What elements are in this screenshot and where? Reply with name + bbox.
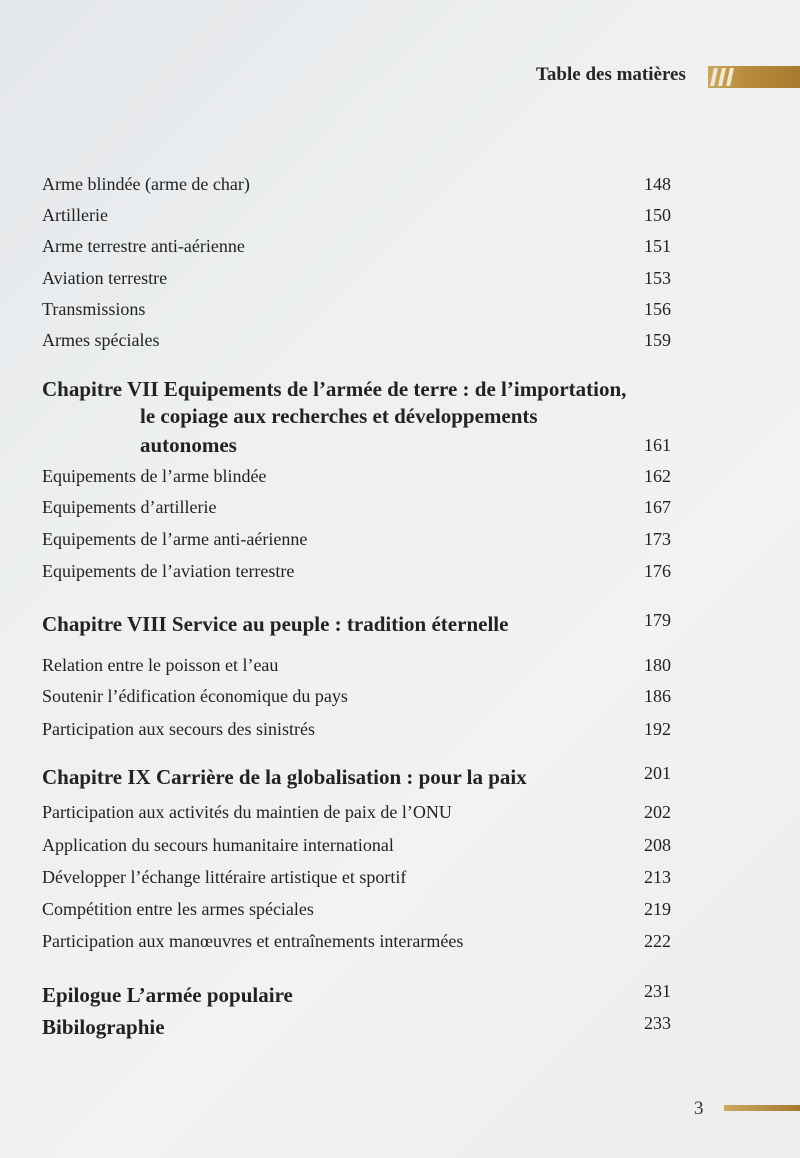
toc-entry-page: 213 — [644, 867, 671, 887]
toc-entry-title: Arme terrestre anti-aérienne — [42, 236, 245, 256]
toc-entry-title: Aviation terrestre — [42, 268, 168, 288]
chapter-title-line: Chapitre VII Equipements de l’armée de terre : de l’importation, — [42, 377, 627, 401]
toc-entry-page: 159 — [644, 330, 671, 350]
bibliography-page: 233 — [644, 1013, 671, 1033]
toc-entry-title: Equipements de l’arme anti-aérienne — [42, 529, 308, 549]
toc-entry-page: 219 — [644, 899, 671, 919]
toc-entry-title: Participation aux manœuvres et entraînements interarmées — [42, 931, 464, 951]
footer-ornament-bar — [724, 1105, 800, 1111]
toc-entry-title: Soutenir l’édification économique du pays — [42, 686, 348, 706]
bibliography-title: Bibilographie — [42, 1015, 165, 1039]
toc-entry-page: 148 — [644, 174, 671, 194]
toc-entry-page: 202 — [644, 802, 671, 822]
chapter-title: Chapitre IX Carrière de la globalisation : pour la paix — [42, 765, 527, 789]
toc-entry-title: Equipements de l’arme blindée — [42, 466, 267, 486]
toc-entry-page: 150 — [644, 205, 671, 225]
toc-entry-page: 162 — [644, 466, 671, 486]
toc-entry-page: 192 — [644, 719, 671, 739]
toc-entry-title: Artillerie — [42, 205, 108, 225]
chapter-title: Chapitre VIII Service au peuple : tradition éternelle — [42, 612, 509, 636]
toc-entry-title: Compétition entre les armes spéciales — [42, 899, 314, 919]
toc-entry-page: 208 — [644, 835, 671, 855]
chapter-page: 201 — [644, 763, 671, 783]
chapter-page: 179 — [644, 610, 671, 630]
toc-entry-page: 176 — [644, 561, 671, 581]
toc-entry-title: Développer l’échange littéraire artistique et sportif — [42, 867, 407, 887]
chapter-title-line: le copiage aux recherches et développements — [140, 404, 538, 428]
toc-entry-title: Transmissions — [42, 299, 146, 319]
toc-entry-title: Armes spéciales — [42, 330, 160, 350]
chapter-page: 161 — [644, 435, 671, 455]
toc-entry-page: 222 — [644, 931, 671, 951]
epilogue-title: Epilogue L’armée populaire — [42, 983, 293, 1007]
toc-entry-title: Participation aux secours des sinistrés — [42, 719, 315, 739]
toc-entry-title: Relation entre le poisson et l’eau — [42, 655, 279, 675]
toc-entry-page: 180 — [644, 655, 671, 675]
header-title: Table des matières — [536, 64, 686, 85]
toc-entry-page: 167 — [644, 497, 671, 517]
toc-entry-page: 173 — [644, 529, 671, 549]
toc-entry-title: Application du secours humanitaire international — [42, 835, 394, 855]
toc-entry-title: Participation aux activités du maintien de paix de l’ONU — [42, 802, 452, 822]
chapter-title-line: autonomes — [140, 433, 237, 457]
toc-entry-title: Equipements de l’aviation terrestre — [42, 561, 295, 581]
toc-entry-page: 186 — [644, 686, 671, 706]
toc-entry-title: Equipements d’artillerie — [42, 497, 217, 517]
toc-entry-page: 153 — [644, 268, 671, 288]
toc-entry-title: Arme blindée (arme de char) — [42, 174, 250, 194]
page-number: 3 — [694, 1098, 704, 1119]
epilogue-page: 231 — [644, 981, 671, 1001]
toc-entry-page: 151 — [644, 236, 671, 256]
toc-entry-page: 156 — [644, 299, 671, 319]
